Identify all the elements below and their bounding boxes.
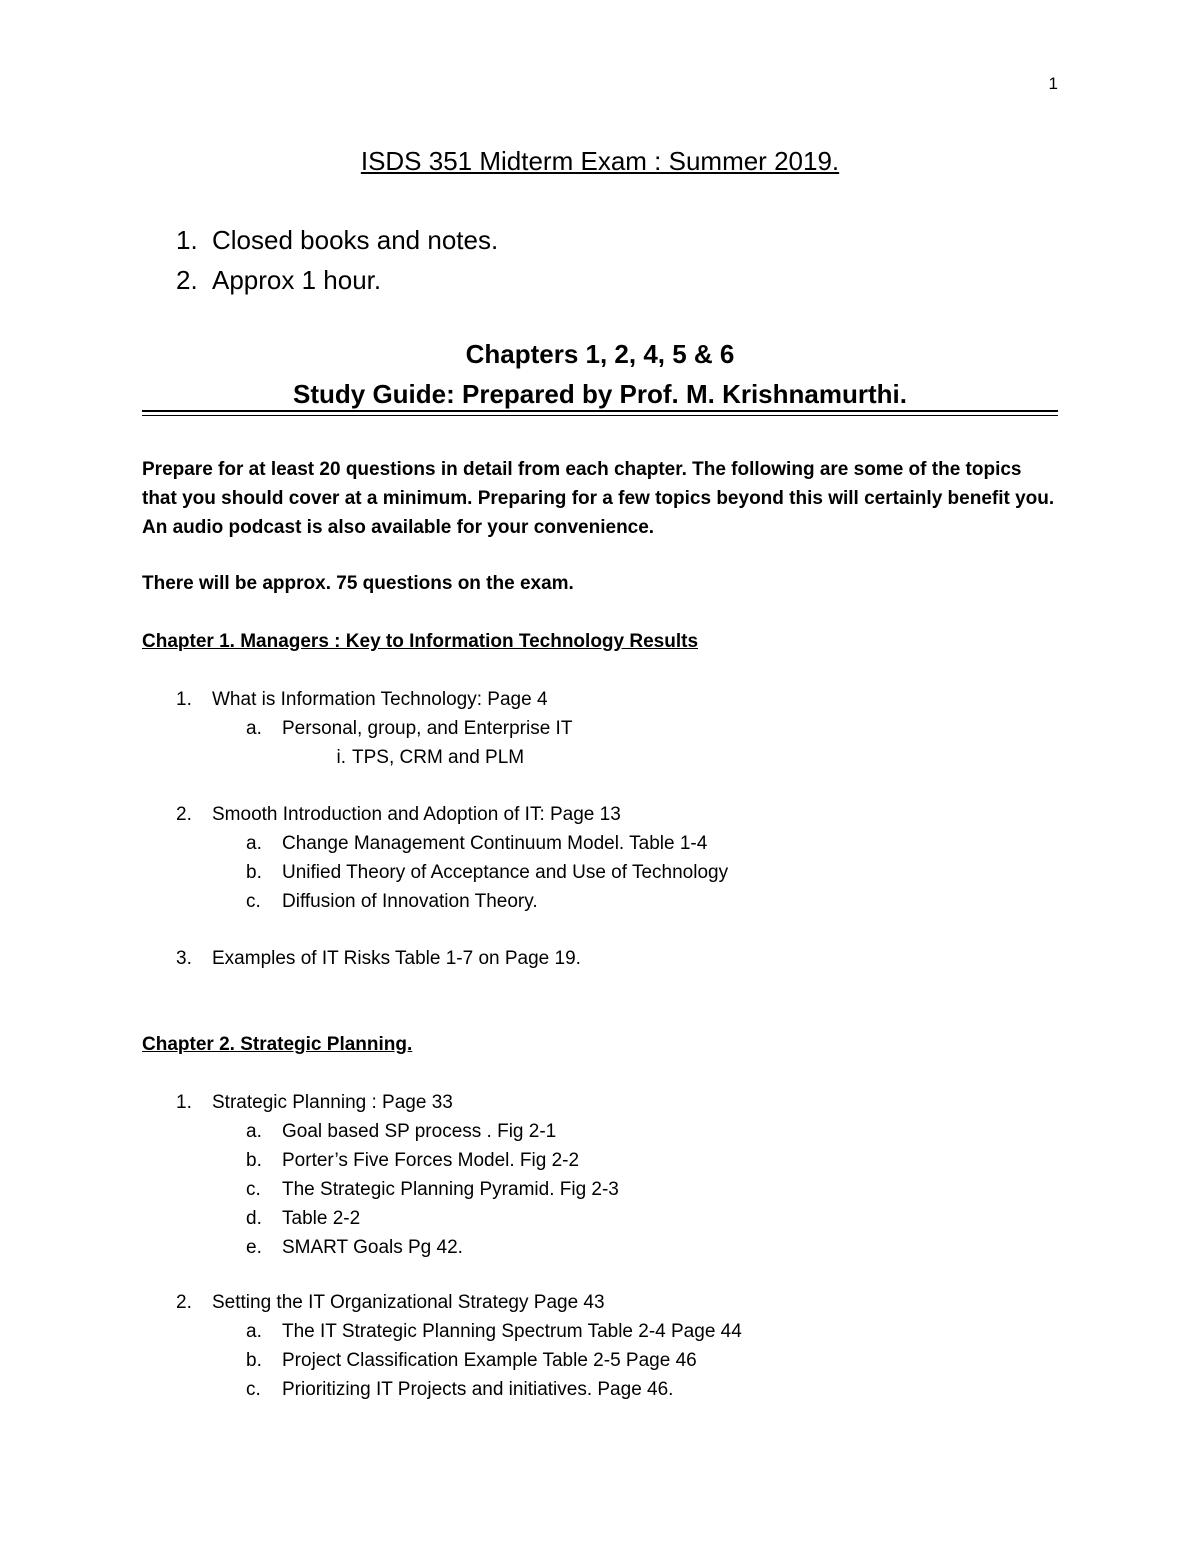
chapter-2-topic-1: [176, 1088, 619, 1262]
study-guide-subtitle: Study Guide: Prepared by Prof. M. Krishnamurthi.: [293, 379, 907, 409]
subtopic-text: SMART Goals Pg 42.: [282, 1237, 463, 1258]
intro-paragraph: Prepare for at least 20 questions in detail from each chapter. The following are some of the topics that you should cover at a minimum. Preparing for a few topics beyond this will certainly benefit you. An audio podcast is also available for your convenience.: [142, 459, 1055, 538]
subtopic-text: Table 2-2: [282, 1208, 361, 1229]
subtopic-letter: a.: [246, 1321, 262, 1342]
subtopic-letter: b.: [246, 862, 262, 883]
subtopic-letter: b.: [246, 1350, 262, 1371]
topic-number: 3.: [176, 948, 192, 969]
topic-text: Smooth Introduction and Adoption of IT: Page 13: [212, 804, 621, 825]
subtopic-text: Goal based SP process . Fig 2-1: [282, 1121, 557, 1142]
double-divider: [142, 410, 1058, 416]
subtopic-text: Porter’s Five Forces Model. Fig 2-2: [282, 1150, 580, 1171]
chapter-1-heading: Chapter 1. Managers : Key to Information Technology Results: [142, 631, 699, 652]
topic-number: 2.: [176, 1292, 192, 1313]
topic-number: 1.: [176, 1092, 192, 1113]
chapters-heading: Chapters 1, 2, 4, 5 & 6: [465, 339, 735, 369]
subsubtopic-numeral: i.: [336, 747, 346, 768]
page-number: 1: [1048, 74, 1058, 93]
subtopic-letter: a.: [246, 1121, 262, 1142]
subtopic-text: Unified Theory of Acceptance and Use of Technology: [282, 862, 729, 883]
subtopic-letter: c.: [246, 891, 261, 912]
subtopic-letter: c.: [246, 1379, 261, 1400]
exam-rules-list: [176, 220, 498, 300]
topic-text: Setting the IT Organizational Strategy Page 43: [212, 1292, 605, 1313]
subtopic-letter: c.: [246, 1179, 261, 1200]
subtopic-text: The IT Strategic Planning Spectrum Table 2-4 Page 44: [282, 1321, 742, 1342]
chapter-1-topic-2: [176, 800, 728, 916]
subtopic-letter: e.: [246, 1237, 262, 1258]
list-number: 2.: [176, 265, 198, 295]
subtopic-text: Project Classification Example Table 2-5 Page 46: [282, 1350, 697, 1371]
question-count-note: There will be approx. 75 questions on the exam.: [142, 573, 574, 594]
topic-number: 2.: [176, 804, 192, 825]
chapter-1-topic-1: [176, 685, 572, 772]
topic-number: 1.: [176, 689, 192, 710]
subtopic-text: Diffusion of Innovation Theory.: [282, 891, 538, 912]
subtopic-letter: d.: [246, 1208, 262, 1229]
subtopic-letter: a.: [246, 718, 262, 739]
topic-text: Strategic Planning : Page 33: [212, 1092, 453, 1113]
subsubtopic-text: TPS, CRM and PLM: [352, 747, 525, 768]
subtopic-text: Prioritizing IT Projects and initiatives. Page 46.: [282, 1379, 674, 1400]
list-text: Closed books and notes.: [212, 225, 499, 255]
list-number: 1.: [176, 225, 198, 255]
chapter-2-topic-2: [176, 1288, 742, 1404]
topic-text: Examples of IT Risks Table 1-7 on Page 19.: [212, 948, 581, 969]
subtopic-letter: b.: [246, 1150, 262, 1171]
subtopic-text: The Strategic Planning Pyramid. Fig 2-3: [282, 1179, 619, 1200]
list-item: [176, 220, 498, 260]
list-text: Approx 1 hour.: [212, 265, 382, 295]
subtopic-letter: a.: [246, 833, 262, 854]
subtopic-text: Personal, group, and Enterprise IT: [282, 718, 573, 739]
chapter-2-heading: Chapter 2. Strategic Planning.: [142, 1034, 413, 1055]
page-title: ISDS 351 Midterm Exam : Summer 2019.: [360, 146, 840, 176]
chapter-1-topic-3: [176, 944, 581, 973]
subtopic-text: Change Management Continuum Model. Table 1-4: [282, 833, 708, 854]
list-item: [176, 260, 498, 300]
topic-text: What is Information Technology: Page 4: [212, 689, 548, 710]
